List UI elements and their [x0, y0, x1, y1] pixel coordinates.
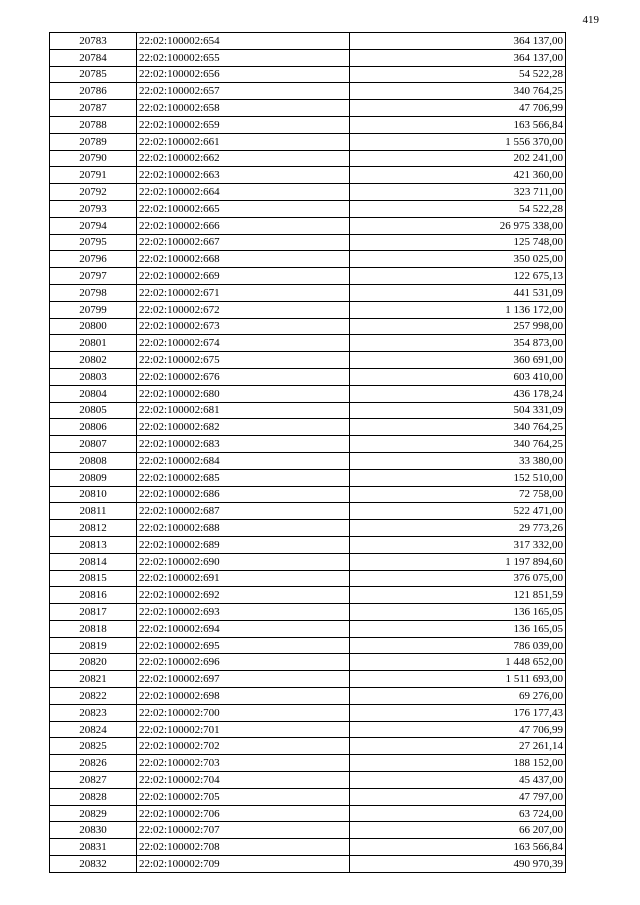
cadastral-value-cell: 54 522,28 — [350, 66, 566, 83]
cadastral-number-cell: 22:02:100002:694 — [137, 620, 350, 637]
table-row — [50, 301, 566, 318]
cadastral-value-cell: 27 261,14 — [350, 738, 566, 755]
row-number-cell: 20795 — [50, 234, 137, 251]
table-row — [50, 671, 566, 688]
row-number-cell: 20824 — [50, 721, 137, 738]
cadastral-value-cell: 354 873,00 — [350, 335, 566, 352]
table-row — [50, 788, 566, 805]
table-row — [50, 604, 566, 621]
cadastral-number-cell: 22:02:100002:698 — [137, 688, 350, 705]
table-row — [50, 133, 566, 150]
table-row — [50, 352, 566, 369]
cadastral-value-cell: 340 764,25 — [350, 419, 566, 436]
row-number-cell: 20815 — [50, 570, 137, 587]
cadastral-number-cell: 22:02:100002:657 — [137, 83, 350, 100]
table-body — [50, 33, 566, 873]
table-row — [50, 620, 566, 637]
row-number-cell: 20822 — [50, 688, 137, 705]
cadastral-value-cell: 136 165,05 — [350, 604, 566, 621]
table-row — [50, 66, 566, 83]
cadastral-value-cell: 340 764,25 — [350, 83, 566, 100]
cadastral-number-cell: 22:02:100002:705 — [137, 788, 350, 805]
row-number-cell: 20819 — [50, 637, 137, 654]
cadastral-value-cell: 33 380,00 — [350, 452, 566, 469]
cadastral-value-cell: 122 675,13 — [350, 268, 566, 285]
cadastral-value-cell: 125 748,00 — [350, 234, 566, 251]
cadastral-number-cell: 22:02:100002:665 — [137, 200, 350, 217]
cadastral-value-cell: 441 531,09 — [350, 284, 566, 301]
page-number: 419 — [582, 14, 599, 26]
table-row — [50, 385, 566, 402]
table-row — [50, 503, 566, 520]
row-number-cell: 20791 — [50, 167, 137, 184]
cadastral-value-cell: 1 197 894,60 — [350, 553, 566, 570]
table-row — [50, 553, 566, 570]
cadastral-number-cell: 22:02:100002:700 — [137, 704, 350, 721]
cadastral-number-cell: 22:02:100002:659 — [137, 116, 350, 133]
cadastral-number-cell: 22:02:100002:681 — [137, 402, 350, 419]
row-number-cell: 20823 — [50, 704, 137, 721]
cadastral-number-cell: 22:02:100002:674 — [137, 335, 350, 352]
table-row — [50, 856, 566, 873]
cadastral-value-cell: 364 137,00 — [350, 33, 566, 50]
row-number-cell: 20802 — [50, 352, 137, 369]
row-number-cell: 20793 — [50, 200, 137, 217]
table-row — [50, 150, 566, 167]
row-number-cell: 20801 — [50, 335, 137, 352]
cadastral-value-cell: 121 851,59 — [350, 587, 566, 604]
cadastral-number-cell: 22:02:100002:666 — [137, 217, 350, 234]
cadastral-number-cell: 22:02:100002:691 — [137, 570, 350, 587]
row-number-cell: 20807 — [50, 436, 137, 453]
cadastral-value-cell: 786 039,00 — [350, 637, 566, 654]
cadastral-number-cell: 22:02:100002:706 — [137, 805, 350, 822]
table-row — [50, 721, 566, 738]
cadastral-value-cell: 436 178,24 — [350, 385, 566, 402]
table-row — [50, 284, 566, 301]
cadastral-number-cell: 22:02:100002:687 — [137, 503, 350, 520]
table-row — [50, 184, 566, 201]
cadastral-number-cell: 22:02:100002:676 — [137, 368, 350, 385]
row-number-cell: 20783 — [50, 33, 137, 50]
row-number-cell: 20808 — [50, 452, 137, 469]
cadastral-number-cell: 22:02:100002:690 — [137, 553, 350, 570]
row-number-cell: 20803 — [50, 368, 137, 385]
row-number-cell: 20810 — [50, 486, 137, 503]
cadastral-number-cell: 22:02:100002:701 — [137, 721, 350, 738]
row-number-cell: 20826 — [50, 755, 137, 772]
cadastral-number-cell: 22:02:100002:684 — [137, 452, 350, 469]
table-row — [50, 486, 566, 503]
table-row — [50, 436, 566, 453]
row-number-cell: 20806 — [50, 419, 137, 436]
table-row — [50, 536, 566, 553]
row-number-cell: 20797 — [50, 268, 137, 285]
cadastral-value-cell: 152 510,00 — [350, 469, 566, 486]
cadastral-number-cell: 22:02:100002:703 — [137, 755, 350, 772]
row-number-cell: 20804 — [50, 385, 137, 402]
table-row — [50, 839, 566, 856]
cadastral-value-cell: 47 706,99 — [350, 100, 566, 117]
row-number-cell: 20796 — [50, 251, 137, 268]
cadastral-number-cell: 22:02:100002:702 — [137, 738, 350, 755]
table-row — [50, 83, 566, 100]
row-number-cell: 20805 — [50, 402, 137, 419]
row-number-cell: 20812 — [50, 520, 137, 537]
table-row — [50, 419, 566, 436]
row-number-cell: 20787 — [50, 100, 137, 117]
cadastral-number-cell: 22:02:100002:683 — [137, 436, 350, 453]
table-row — [50, 318, 566, 335]
cadastral-value-cell: 360 691,00 — [350, 352, 566, 369]
cadastral-value-cell: 317 332,00 — [350, 536, 566, 553]
cadastral-number-cell: 22:02:100002:695 — [137, 637, 350, 654]
row-number-cell: 20818 — [50, 620, 137, 637]
cadastral-value-cell: 54 522,28 — [350, 200, 566, 217]
row-number-cell: 20785 — [50, 66, 137, 83]
row-number-cell: 20828 — [50, 788, 137, 805]
cadastral-value-cell: 1 511 693,00 — [350, 671, 566, 688]
cadastral-value-cell: 202 241,00 — [350, 150, 566, 167]
table-row — [50, 637, 566, 654]
cadastral-value-cell: 522 471,00 — [350, 503, 566, 520]
table-row — [50, 688, 566, 705]
cadastral-number-cell: 22:02:100002:697 — [137, 671, 350, 688]
cadastral-number-cell: 22:02:100002:707 — [137, 822, 350, 839]
table-row — [50, 368, 566, 385]
table-row — [50, 402, 566, 419]
cadastral-number-cell: 22:02:100002:686 — [137, 486, 350, 503]
cadastral-value-cell: 504 331,09 — [350, 402, 566, 419]
cadastral-number-cell: 22:02:100002:680 — [137, 385, 350, 402]
cadastral-number-cell: 22:02:100002:663 — [137, 167, 350, 184]
cadastral-value-table — [49, 32, 566, 873]
cadastral-number-cell: 22:02:100002:662 — [137, 150, 350, 167]
cadastral-number-cell: 22:02:100002:661 — [137, 133, 350, 150]
cadastral-number-cell: 22:02:100002:708 — [137, 839, 350, 856]
cadastral-number-cell: 22:02:100002:667 — [137, 234, 350, 251]
table-row — [50, 100, 566, 117]
table-row — [50, 268, 566, 285]
cadastral-number-cell: 22:02:100002:689 — [137, 536, 350, 553]
cadastral-number-cell: 22:02:100002:693 — [137, 604, 350, 621]
cadastral-value-cell: 340 764,25 — [350, 436, 566, 453]
cadastral-value-cell: 26 975 338,00 — [350, 217, 566, 234]
table-row — [50, 738, 566, 755]
row-number-cell: 20817 — [50, 604, 137, 621]
table-row — [50, 49, 566, 66]
cadastral-value-cell: 421 360,00 — [350, 167, 566, 184]
cadastral-value-cell: 66 207,00 — [350, 822, 566, 839]
row-number-cell: 20788 — [50, 116, 137, 133]
row-number-cell: 20798 — [50, 284, 137, 301]
cadastral-value-cell: 47 706,99 — [350, 721, 566, 738]
cadastral-value-cell: 176 177,43 — [350, 704, 566, 721]
table-row — [50, 335, 566, 352]
table-row — [50, 822, 566, 839]
row-number-cell: 20832 — [50, 856, 137, 873]
table-row — [50, 755, 566, 772]
table-row — [50, 805, 566, 822]
cadastral-value-cell: 69 276,00 — [350, 688, 566, 705]
cadastral-number-cell: 22:02:100002:696 — [137, 654, 350, 671]
table-row — [50, 167, 566, 184]
cadastral-value-cell: 490 970,39 — [350, 856, 566, 873]
cadastral-number-cell: 22:02:100002:655 — [137, 49, 350, 66]
row-number-cell: 20809 — [50, 469, 137, 486]
table-row — [50, 234, 566, 251]
table-row — [50, 452, 566, 469]
row-number-cell: 20790 — [50, 150, 137, 167]
table-row — [50, 570, 566, 587]
table-row — [50, 251, 566, 268]
cadastral-number-cell: 22:02:100002:709 — [137, 856, 350, 873]
row-number-cell: 20789 — [50, 133, 137, 150]
cadastral-number-cell: 22:02:100002:685 — [137, 469, 350, 486]
cadastral-value-cell: 188 152,00 — [350, 755, 566, 772]
table-row — [50, 217, 566, 234]
row-number-cell: 20792 — [50, 184, 137, 201]
row-number-cell: 20830 — [50, 822, 137, 839]
cadastral-number-cell: 22:02:100002:692 — [137, 587, 350, 604]
cadastral-value-cell: 1 556 370,00 — [350, 133, 566, 150]
row-number-cell: 20820 — [50, 654, 137, 671]
cadastral-number-cell: 22:02:100002:664 — [137, 184, 350, 201]
cadastral-value-cell: 63 724,00 — [350, 805, 566, 822]
table-row — [50, 704, 566, 721]
row-number-cell: 20800 — [50, 318, 137, 335]
row-number-cell: 20825 — [50, 738, 137, 755]
cadastral-number-cell: 22:02:100002:671 — [137, 284, 350, 301]
row-number-cell: 20794 — [50, 217, 137, 234]
table-row — [50, 654, 566, 671]
cadastral-number-cell: 22:02:100002:669 — [137, 268, 350, 285]
cadastral-value-cell: 603 410,00 — [350, 368, 566, 385]
cadastral-value-cell: 1 136 172,00 — [350, 301, 566, 318]
table-row — [50, 520, 566, 537]
table-row — [50, 200, 566, 217]
row-number-cell: 20814 — [50, 553, 137, 570]
cadastral-number-cell: 22:02:100002:654 — [137, 33, 350, 50]
row-number-cell: 20827 — [50, 772, 137, 789]
cadastral-value-cell: 72 758,00 — [350, 486, 566, 503]
row-number-cell: 20821 — [50, 671, 137, 688]
row-number-cell: 20829 — [50, 805, 137, 822]
row-number-cell: 20811 — [50, 503, 137, 520]
row-number-cell: 20799 — [50, 301, 137, 318]
table-row — [50, 587, 566, 604]
cadastral-value-cell: 47 797,00 — [350, 788, 566, 805]
cadastral-value-cell: 257 998,00 — [350, 318, 566, 335]
cadastral-value-cell: 1 448 652,00 — [350, 654, 566, 671]
row-number-cell: 20786 — [50, 83, 137, 100]
cadastral-number-cell: 22:02:100002:656 — [137, 66, 350, 83]
cadastral-value-cell: 163 566,84 — [350, 116, 566, 133]
cadastral-number-cell: 22:02:100002:673 — [137, 318, 350, 335]
cadastral-value-cell: 45 437,00 — [350, 772, 566, 789]
table-row — [50, 469, 566, 486]
cadastral-number-cell: 22:02:100002:658 — [137, 100, 350, 117]
cadastral-number-cell: 22:02:100002:682 — [137, 419, 350, 436]
cadastral-value-cell: 350 025,00 — [350, 251, 566, 268]
cadastral-value-cell: 323 711,00 — [350, 184, 566, 201]
table-row — [50, 772, 566, 789]
cadastral-number-cell: 22:02:100002:668 — [137, 251, 350, 268]
cadastral-number-cell: 22:02:100002:704 — [137, 772, 350, 789]
cadastral-value-cell: 29 773,26 — [350, 520, 566, 537]
cadastral-number-cell: 22:02:100002:688 — [137, 520, 350, 537]
table-row — [50, 116, 566, 133]
row-number-cell: 20831 — [50, 839, 137, 856]
cadastral-value-cell: 364 137,00 — [350, 49, 566, 66]
table-row — [50, 33, 566, 50]
row-number-cell: 20816 — [50, 587, 137, 604]
row-number-cell: 20813 — [50, 536, 137, 553]
cadastral-number-cell: 22:02:100002:675 — [137, 352, 350, 369]
cadastral-number-cell: 22:02:100002:672 — [137, 301, 350, 318]
cadastral-value-cell: 136 165,05 — [350, 620, 566, 637]
row-number-cell: 20784 — [50, 49, 137, 66]
cadastral-value-cell: 376 075,00 — [350, 570, 566, 587]
cadastral-value-cell: 163 566,84 — [350, 839, 566, 856]
